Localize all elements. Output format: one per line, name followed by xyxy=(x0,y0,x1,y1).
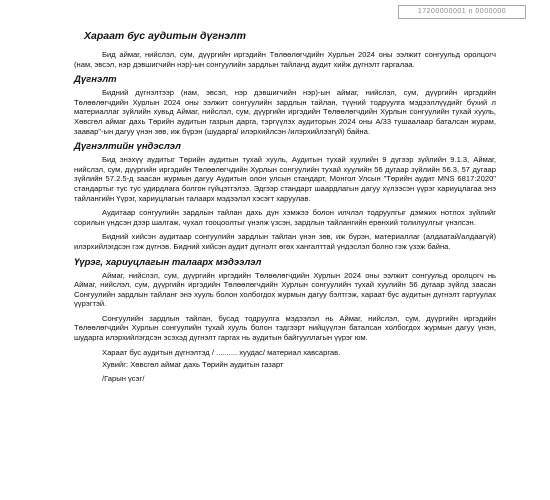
responsibilities-paragraph-1: Аймаг, нийслэл, сум, дүүргийн иргэдийн Төлөөлөгчдийн Хурлын 2024 оны ээлжит сонгуульд оролцогч нь Аймаг, нийслэл, сум, дүүргийн иргэдийн Төлөөлөгчдийн Хурлын сонгуулийн тухай хуулийн 56 дугаар зүйлд заасан Сонгуулийн зардлын тайланг энэ хууль болон холбогдох журмын дагуу бэлтгэж, хараат бус аудитын дүгнэлт гаргуулах үүрэгтэй. xyxy=(74,270,496,309)
responsibilities-paragraph-2: Сонгуулийн зардлын тайлан, бусад тодруулга мэдээлэл нь Аймаг, нийслэл, сум, дүүргийн иргэдийн Төлөөлөгчдийн Хурлын сонгуулийн тухай хууль болон тэдгээрт нийцүүлэн баталсан холбогдох журмын дагуу үнэн, шударга илэрхийлэгдсэн эсэхэд дүгнэлт гаргах нь аудитын байгууллагын үүрэг юм. xyxy=(74,313,496,343)
section-heading-basis: Дүгнэлтийн үндэслэл xyxy=(74,141,181,153)
basis-paragraph-2: Аудитаар сонгуулийн зардлын тайлан дахь дүн хэмжээ болон илчлэл тодруулгыг дэмжих нотлох зүйлийг сорилын үндсэн дээр шалгаж, чухал тооцоолтыг үнэлж үзсэн, зардлын тайлангийн ерөнхий толилуулгыг үнэлсэн. xyxy=(74,208,496,227)
basis-paragraph-1: Бид энэхүү аудитыг Төрийн аудитын тухай хууль, Аудитын тухай хуулийн 9 дүгээр зүйлийн 9.1.3, Аймаг, нийслэл, сум, дүүргийн иргэдийн Төлөөлөгчдийн Хурлын сонгуулийн тухай хуулийн 56 дугаар зүйлийн 56.3, 57 дугаар зүйлийн 57.2.5-д заасан журмын дагуу Аудитын олон улсын стандарт, Монгол Улсын "Төрийн аудит MNS 6817:2020" стандартыг тус тус удирдлага болгон гүйцэтгэлээ. Эдгээр стандарт шаардлагын дагуу хүлээсэн үүрэг хариуцлагаа энэ тайлангийн Үүрэг, хариуцлагын талаарх мэдээлэл хэсэгт харуулав. xyxy=(74,155,496,203)
attachment-note: Хараат бус аудитын дүгнэлтэд / .......... хуудас/ материал хавсаргав. xyxy=(102,347,341,357)
section-heading-responsibilities: Үүрэг, хариуцлагын талаарх мэдээлэл xyxy=(74,256,262,268)
section-heading-conclusion: Дүгнэлт xyxy=(74,74,117,86)
basis-paragraph-3: Бидний хийсэн аудитаар сонгуулийн зардлын тайлан үнэн зөв, иж бүрэн, материаллаг (алдаатай/алдаагүй) илэрхийлэгдсэн гэж дүгнэв. Бидний хийсэн аудит дүгнэлт өгөх хангалттай үндэслэл болно гэж үзэж байна. xyxy=(74,232,496,251)
document-title: Хараат бус аудитын дүгнэлт xyxy=(84,30,246,42)
registration-stamp: 17200000001 n 0000000 xyxy=(398,5,526,19)
conclusion-paragraph: Бидний дүгнэлтээр (нам, эвсэл, нэр дэвшигчийн нэр)-ын аймаг, нийслэл, сум, дүүргийн иргэдийн Төлөөлөгчдийн Хурлын 2024 оны ээлжит сонгуулийн зардлын тайлан, түүний тодруулга мэдээллүүдийг бүхий л материаллаг зүйлийн хувьд Аймаг, нийслэл, сум, дүүргийн иргэдийн Төлөөлөгчдийн Хурлын сонгуулийн тухай хууль, Хөвсгөл аймаг дахь Төрийн аудитын газрын дарга, тэргүүлэх аудиторын 2024 оны А/33 тушаалаар баталсан журам, заавар"-ын дагуу үнэн зөв, иж бүрэн (шударга/ илэрхийлсэн /илэрхийлээгүй) байна. xyxy=(74,88,496,136)
signature-line: /Гарын үсэг/ xyxy=(102,373,145,383)
intro-paragraph: Бид аймаг, нийслэл, сум, дүүргийн иргэдийн Төлөөлөгчдийн Хурлын 2024 оны ээлжит сонгуульд оролцогч (нам, эвсэл, нэр дэвшигчийн нэр)-ын сонгуулийн зардлын тайланд аудит хийж дүгнэлт гаргалаа. xyxy=(74,50,496,69)
copy-recipient: Хувийг: Хөвсгөл аймаг дахь Төрийн аудитын газарт xyxy=(102,360,284,370)
document-page xyxy=(74,30,496,386)
